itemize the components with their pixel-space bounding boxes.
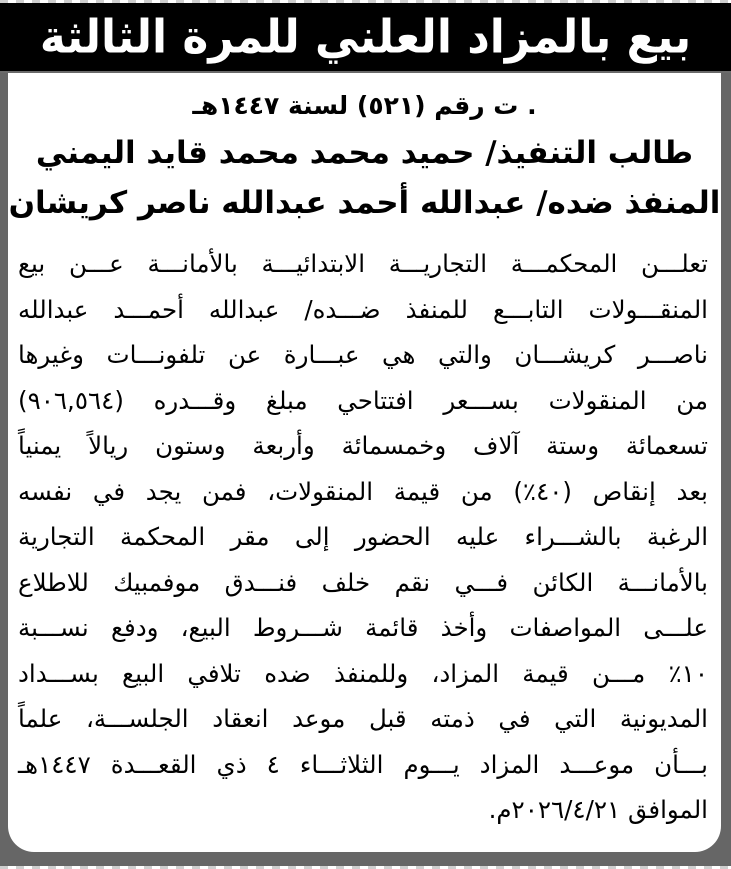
body-line: المنقـــولات التابـــع للمنفذ ضـــده/ عبدالله أحمـــد عبدالله <box>18 294 708 324</box>
body-line-closing-date: الموافق ٢٠٢٦/٤/٢١م. <box>488 795 708 824</box>
body-line: بالأمانـــة الكائن فـــي نقم خلف فنـــدق موفمبيك للاطلاع <box>18 567 708 597</box>
body-line: تعلـــن المحكمـــة التجاريـــة الابتدائيـــة بالأمانـــة عـــن بيع <box>18 249 708 278</box>
body-line: بعد إنقاص (٤٠٪) من قيمة المنقولات، فمن يجد في نفسه <box>18 476 708 506</box>
case-number: . ت رقم (٥٢١) لسنة ١٤٤٧هـ <box>192 91 537 120</box>
body-line: الرغبة بالشـــراء عليه الحضور إلى مقر المحكمة التجارية <box>18 522 708 551</box>
body-line: ١٠٪ مـــن قيمة المزاد، وللمنفذ ضده تلافي البيع بســـداد <box>18 658 708 688</box>
defendant-line: المنفذ ضده/ عبدالله أحمد عبدالله ناصر كريشان <box>8 185 721 221</box>
title-bar <box>0 3 731 73</box>
notice-body <box>18 241 708 833</box>
body-line: علـــى المواصفات وأخذ قائمة شـــروط البيع، ودفع نســـبة <box>18 613 708 642</box>
body-line: ناصـــر كريشـــان والتي هي عبـــارة عن تلفونـــات وغيرها <box>18 340 708 369</box>
body-line: بـــأن موعـــد المزاد يـــوم الثلاثـــاء ٤ ذي القعـــدة ١٤٤٧هـ <box>18 749 708 779</box>
notice-title: بيع بالمزاد العلني للمرة الثالثة <box>39 10 692 64</box>
body-line: المديونية التي في ذمته قبل موعد انعقاد الجلســـة، علماً <box>18 704 708 733</box>
plaintiff-line: طالب التنفيذ/ حميد محمد محمد قايد اليمني <box>35 135 694 171</box>
notice-frame <box>0 3 731 866</box>
notice-content <box>8 73 721 852</box>
body-line: من المنقولات بســـعر افتتاحي مبلغ وقـــدره (٩٠٦,٥٦٤) <box>18 385 708 415</box>
body-line: تسعمائة وستة آلاف وخمسمائة وأربعة وستون ريالاً يمنياً <box>18 431 708 460</box>
